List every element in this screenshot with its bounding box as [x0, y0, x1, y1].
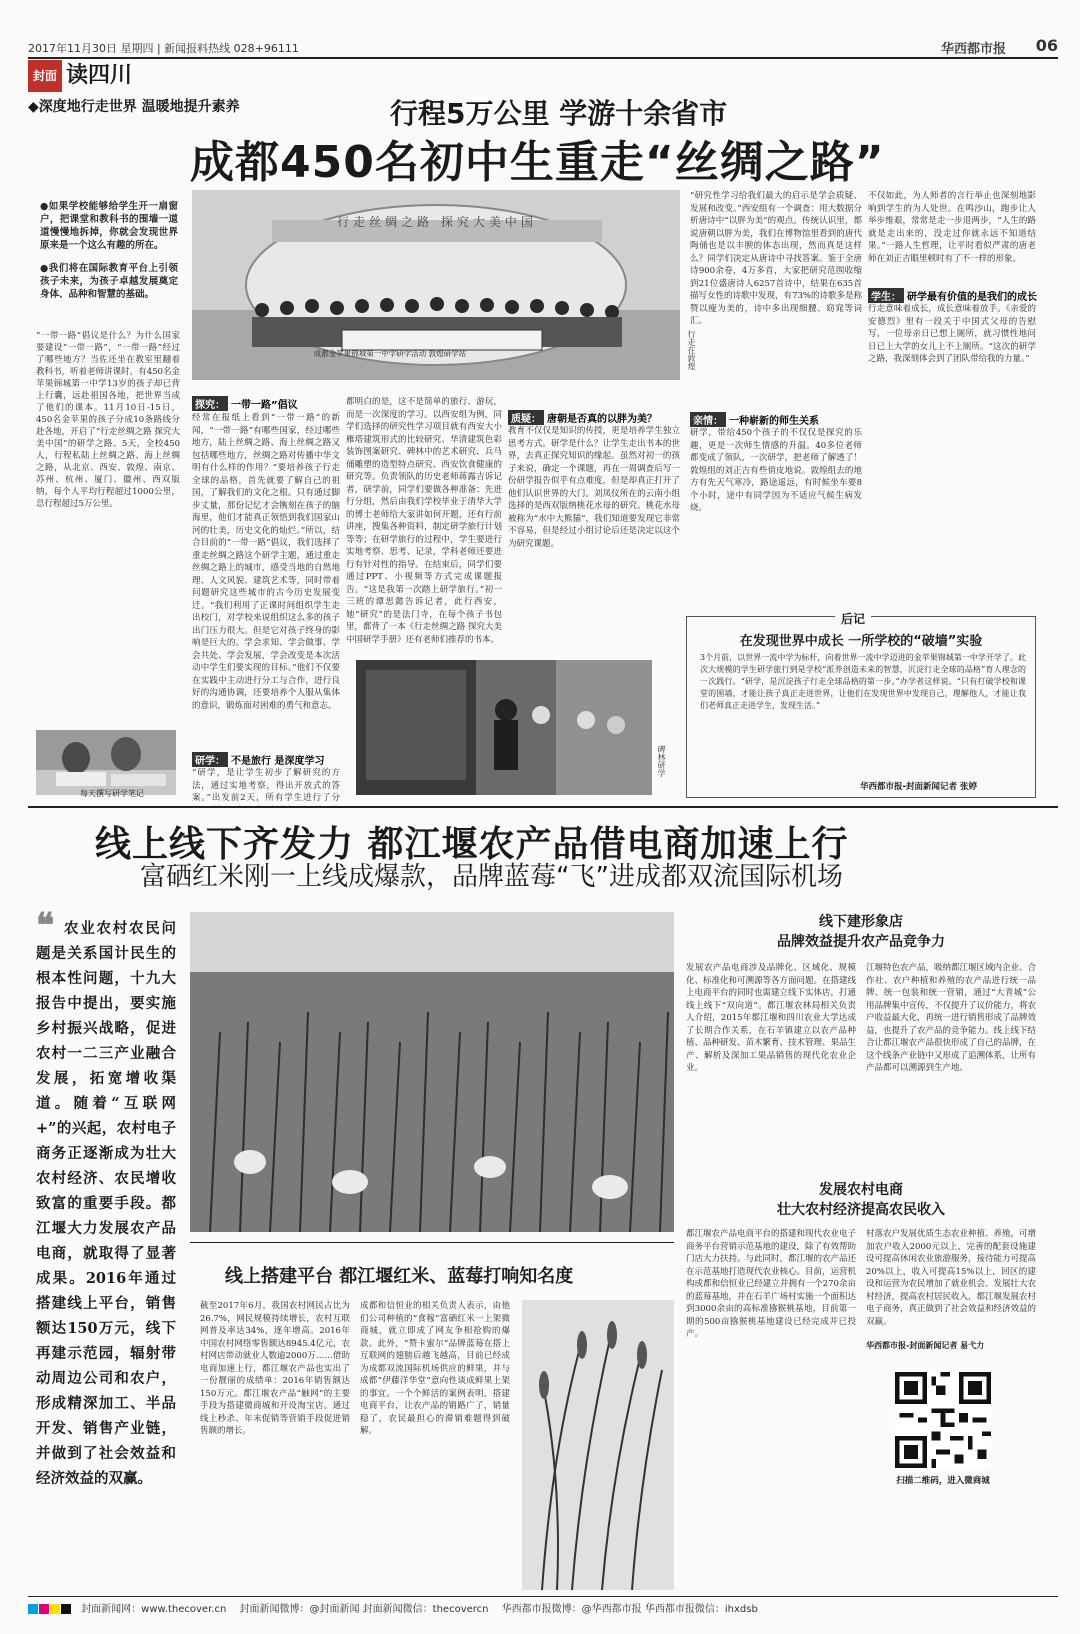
section-logo: 封面 [28, 60, 62, 92]
photo-red-rice [522, 1300, 674, 1590]
story1-intro: “一带一路”倡议是什么？为什么国家要建设“一带一路”，“一带一路”经过了哪些地方？当佐还坐在教室里翻着教科书，听着老师讲课时，有450名金苹果锦城第一中学13岁的孩子却已背上行囊，远赴祖国各地，把世界当成了他们的课本。11月10日-15日，450名金苹果的孩子分成10条路线分赴各地，开启了“行走丝绸之路 探究大美中国”的研学之路。5天，全校450人，行程私陆上丝绸之路、海上丝绸之路，从北京、西安、敦煌、南京、苏州、杭州、厦门、徽州、西双版纳，每个人平均行程超过1000公里，总行程超过5万公里。 [36, 331, 180, 509]
photo-notes-caption: 每天撰写研学笔记 [80, 789, 144, 798]
afterword-title: 在发现世界中成长 一所学校的“破墙”实验 [739, 634, 983, 649]
qr-caption: 扫描二维码，进入微商城 [896, 1476, 990, 1486]
photo-stele-caption: 碑林研学 [657, 745, 666, 777]
photo-stele-forest [356, 660, 652, 795]
col2-text-1: 经常在报纸上看到“一带一路”的新闻，“一带一路”有哪些国家，经过哪些地方，陆上丝绸之路、海上丝绸之路又包括哪些地方，丝绸之路对传播中华文明有什么样的作用？“要培养孩子行走全球的品格，首先就要了解自己的祖国，了解我们的文化之根。只有通过脚步丈量，那份记忆才会镌刻在孩子的脑海里，他们才能真正领悟到我们国家山河的壮美，历史文化的灿烂。”所以，结合目前的“一带一路”倡议，我们选择了重走丝绸之路这个研学主题，通过重走丝绸之路上的城市，感受当地的自然地理、人文风貌、建筑艺术等，同时带着问题研究这些城市的古今历史发展变迁。“我们利用了正课时间组织学生走出校门，对学校来说组织这么多的孩子出门压力很大。但是它对孩子终身的影响是巨大的。学会求知、学会做事、学会共处、学会发展，学会改变是本次活动中学生们要实现的目标。”他们不仅要在实践中主动进行分工与合作，进行良好的沟通协调，还要培养个人服从集体的意识，锻炼面对困难的勇气和意志。 [192, 413, 340, 711]
photo-rice-field [190, 912, 674, 1232]
header-rule [28, 57, 1058, 59]
section-subtitle: ◆深度地行走世界 温暖地提升素养 [28, 99, 240, 115]
story-divider [28, 806, 1058, 808]
footer-mid: 封面新闻微博：@封面新闻 封面新闻微信：thecovercn [239, 1604, 489, 1615]
story1-lead-b: ●我们将在国际教育平台上引领孩子未来，为孩子卓越发展奠定身体、品种和智慧的基础。 [40, 263, 178, 300]
col5-text-1: “研究性学习给我们最大的启示是学会质疑、发展和改变。”西安组有一个调查：用大数据分析唐诗中“以胖为美”的观点。传统认识里，都说唐朝以胖为美，我们在博物馆里看到的唐代陶俑也是以丰腴的体态出现，然而真是这样么？同学们决定从唐诗中寻找答案。鉴于全唐诗900余卷，4万多首，大家把研究范围收缩到21位盛唐诗人6257首诗中，结果在635首描写女性的诗歌中发现，有73%的诗歌多是称赞以瘦为美的，诗中多出现细腰、窈窕等词汇。 [690, 191, 862, 326]
page-header [28, 38, 1058, 56]
photo-dunhuang-caption: 行走在敦煌 [687, 330, 696, 370]
story2-byline: 华西都市报-封面新闻记者 易弋力 [866, 1341, 985, 1350]
afterword-label: 后记 [835, 610, 871, 627]
story1-kicker: 行程5万公里 学游十余省市 [390, 97, 728, 130]
paper-name: 华西都市报 [940, 42, 1006, 57]
story2-mid-text-2: 成都和信恒业的相关负责人表示，由他们公司种植的“食稼”富硒红米一上架微商城，就立即成了网友争相抢购的爆款。此外，“赞卡蜜尔”品牌蓝莓在搭上互联网的翅膀后越飞越高，目前已经成为成都双流国际机场供应的鲜果，并与成都“伊藤洋华堂”意向性谈成鲜果上架的事宜。一个个鲜活的案例表明，搭建电商平台，让农产品的销路广了，销量稳了，农民最担心的滞销难题得到破解。 [360, 1301, 510, 1436]
story2-right-head-1: 线下建形象店 品牌效益提升农产品竞争力 [777, 914, 945, 950]
col2-subhead-1: 探究： 一带一路”倡议 [192, 396, 298, 411]
photo-notes [36, 730, 176, 795]
col3-text: 都明白的是，这不是简单的旅行、游玩，而是一次深度的学习。以西安组为例，同学们选择的研究性学习项目就有西安大小雁塔建筑形式的比较研究、华清建筑色彩装饰图案研究、碑林中的艺术研究、兵马俑雕塑的造型特点研究、西安饮食健康的研究等。负责领队的历史老师蒋露吉诉记者，研学前，同学们要做各种准备：先进行分组，然后由我们学校毕业于清华大学的博士老师给大家讲如何开题，还有行前讲座，搜集各种资料，制定研学旅行计划等等；在研学旅行的过程中，学生要进行实地考察、思考、记录，学科老师还要进行有针对性的指导。在结束后，同学们要通过PPT、小视频等方式完成课题报告。“这是我第一次踏上研学旅行。”初一三班的谭思懿告诉记者，此行西安，她“研究”的是法门寺，在每个孩子书包里，都背了一本《行走丝绸之路 探究大美中国研学手册》还有老师们推荐的书本。 [346, 397, 502, 645]
date-line: 2017年11月30日 星期四 | 新闻报料热线 028+96111 [28, 42, 299, 55]
col5-subhead-2: 亲情： 一种崭新的师生关系 [690, 412, 819, 427]
quote-mark-icon: ❝ [36, 906, 55, 946]
story1-headline: 成都450名初中生重走“丝绸之路” [190, 137, 885, 188]
col6-text-2: 行走意味着成长，成长意味着放手。《亲爱的安德烈》里有一段关于中国式父母的告慰写，一位母亲日已想上厕所，就习惯性地问日已上大学的女儿上不上厕所。“这次的研学之路，我深刻体会到了团队带给我的力量。” [868, 304, 1036, 364]
footer-right: 华西都市报微博：@华西都市报 华西都市报微信：ihxdsb [501, 1604, 758, 1615]
qr-code-icon[interactable] [895, 1372, 991, 1468]
col4-text-1: 教育不仅仅是知识的传授，更是培养学生独立思考方式。研学是什么？让学生走出书本的世界，去真正探究知识的缘起。虽然对初一的孩子来说，确定一个课题，再在一周调查后写一份研学报告似乎有点难度，但是却真正打开了他们认识世界的大门。刘凤仪所在的云南小组选择的是西双版纳桃花水母的研究。桃花水母被称为“水中大熊猫”，我们知道要发现它非常不容易，但是经过小组讨论后还是决定以这个为研究课题。 [508, 426, 680, 549]
footer-rule [28, 1596, 1058, 1597]
col5-text-2: 研学，带给450个孩子的不仅仅是探究的乐趣，更是一次师生情感的升温。40多位老师都变成了领队，一次研学，把老师了解透了！敦煌组的刘正吉有些俏皮地说。敦煌组去的地方有先天气寒冷，路途遥远，有时候坐车要8个小时，途中有同学因为不适应气候生病发烧。 [690, 428, 862, 513]
section-name: 读四川 [66, 63, 133, 88]
story2-mid-head: 线上搭建平台 都江堰红米、蓝莓打响知名度 [225, 1266, 574, 1287]
story2-right-text-2a: 都江堰农产品电商平台的搭建和现代农业电子商务平台营销示范基地的建设，除了有效帮助门店大力扶持。与此同时，都江堰的农产品还在示范基地打造现代农业核心。目前，运营机构成都和信恒业已经建立并拥有一个270余亩的蓝莓基地，并在石羊广场村实施一个面积达到3000余亩的高标准猕猴桃基地，目前第一期的500亩猕猴桃基地建设已经完成并已投产。 [686, 1229, 856, 1339]
col2-subhead-2: 研学： 不是旅行 是深度学习 [192, 752, 324, 767]
story1-lead-a: ●如果学校能够给学生开一扇窗户，把课堂和教科书的围墙一道道慢慢地拆掉，你就会发现世界原来是一个这么有趣的所在。 [40, 201, 178, 251]
story2-right-text-2b: 村落农户发展优质生态农业种植、养殖，可增加农户收入2000元以上，完善的配套设施建设可提高休闲农业旅游服务，接待能力可提高20%以上，收入可提高15%以上，回区的建设和运营为农民增加了就业机会。发展壮大农村经济，提高农村居民收入，都江堰发展农村电子商务，真正做到了社会效益和经济效益的双赢。 [866, 1229, 1036, 1327]
color-bar-icon [28, 1604, 72, 1615]
story2-right-text-1a: 发展农产品电商涉及品牌化、区域化、规模化、标准化和可溯源等各方面问题。在搭建线上电商平台的同时也需建立线下实体店，打通线上线下“双向道”。都江堰农林局相关负责人介绍，2015年都江堰和四川农业大学达成了长期合作关系，在石羊镇建立以农产品种植、品种研发、苗木繁育、技术管理、果品生产、解析及深加工果品销售的现代化农业企业。 [686, 963, 856, 1073]
page-footer [28, 1600, 1058, 1616]
page-number: 06 [1035, 36, 1058, 55]
col2-text-2: “研学，是让学生初步了解研究的方法，通过实地考察，得出开放式的答案。”出发前2天，所有学生进行了分 [192, 768, 340, 803]
story2-mid-text-1: 截至2017年6月，我国农村网民占比为26.7%，网民规模持续增长，农村互联网普及率达34%，逐年增高。2016年中国农村网络零售额达8945.4亿元，农村网店带动就业人数逾2000万……借助电商加速上行，都江堰农产品也实出了一份靓丽的成绩单：2016年销售额达150万元。都江堰农产品“触网”的主要手段为搭建微商城和开设淘宝店。通过线上秒杀、年末促销等营销手段促进销售额的增长。 [200, 1301, 350, 1436]
col6-text-1: 不仅如此，为人师者的言行举止也深刻地影响到学生的为人处世。在鸣沙山，跑步让人举步维艰，常常是走一步退两步，“人生的路就是走出来的，没走过你就永远不知道结果。”一路人生哲理，让平时看似严肃的唐老师在刘正吉眼里顿时有了不一样的形象。 [868, 191, 1036, 264]
footer-left: 封面新闻网：www.thecover.cn [81, 1604, 227, 1615]
story2-headline: 线上线下齐发力 都江堰农产品借电商加速上行 [95, 824, 849, 865]
story2-right-head-2: 发展农村电商 壮大农村经济提高农民收入 [777, 1182, 945, 1218]
col6-subhead-2: 学生： 研学最有价值的是我们的成长 [868, 288, 1037, 303]
photo-rock-text: 行走丝绸之路 探究大美中国 [337, 215, 537, 229]
story1-byline: 华西都市报-封面新闻记者 张婷 [860, 782, 977, 792]
story2-right-text-1b: 江堰特色农产品，吸纳都江堰区域内企业、合作社、农户种植和养殖的农产品进行统一品牌、统一包装和统一营销，通过“大青城”公用品牌集中宣传，不仅提升了议价能力，将农户收益最大化，再统一进行销售形成了品牌效益，也提升了农产品的竞争能力。线上线下结合让都江堰农产品很快形成了自己的品牌，在这个线条产业链中又形成了追溯体系，让所有产品都可以溯源到生产地。 [866, 963, 1036, 1073]
mid-rule [190, 1242, 674, 1243]
photo-banner-text: 成都金苹果锦城第一中学研学活动 敦煌研学站 [313, 349, 467, 358]
col4-subhead-1: 质疑： 唐朝是否真的以胖为美？ [508, 410, 657, 425]
story2-lead: 农业农村农民问题是关系国计民生的根本性问题，十九大报告中提出，要实施乡村振兴战略，促进农村一二三产业融合发展，拓宽增收渠道。随着“互联网+”的兴起，农村电子商务正逐渐成为壮大农村经济、农民增收致富的重要手段。都江堰大力发展农产品电商，就取得了显著成果。2016年通过搭建线上平台，销售额达150万元，线下再建示范园，辐射带动周边公司和农户，形成精深加工、半品开发、销售产业链，并做到了社会效益和经济效益的双赢。 [36, 920, 176, 1487]
story2-deck: 富硒红米刚一上线成爆款，品牌蓝莓“飞”进成都双流国际机场 [140, 862, 843, 892]
afterword-text: 3个月前，以世界一流中学为标杆，向着世界一流中学迈进的金苹果锦城第一中学开学了。此次大规模的学生研学旅行到是学校“派养创造未来的智慧，沉淀行走全球的品格”育人理念的一次践行。“研学，是沉淀孩子行走全球品格的第一步。”办学者这样说。“只有打破学校和课堂的围墙，才能让孩子真正走进世界，让他们在发现世界中发现自己，理解他人，才能让我们老师真正走进学生，发现生活。” [700, 653, 1026, 710]
